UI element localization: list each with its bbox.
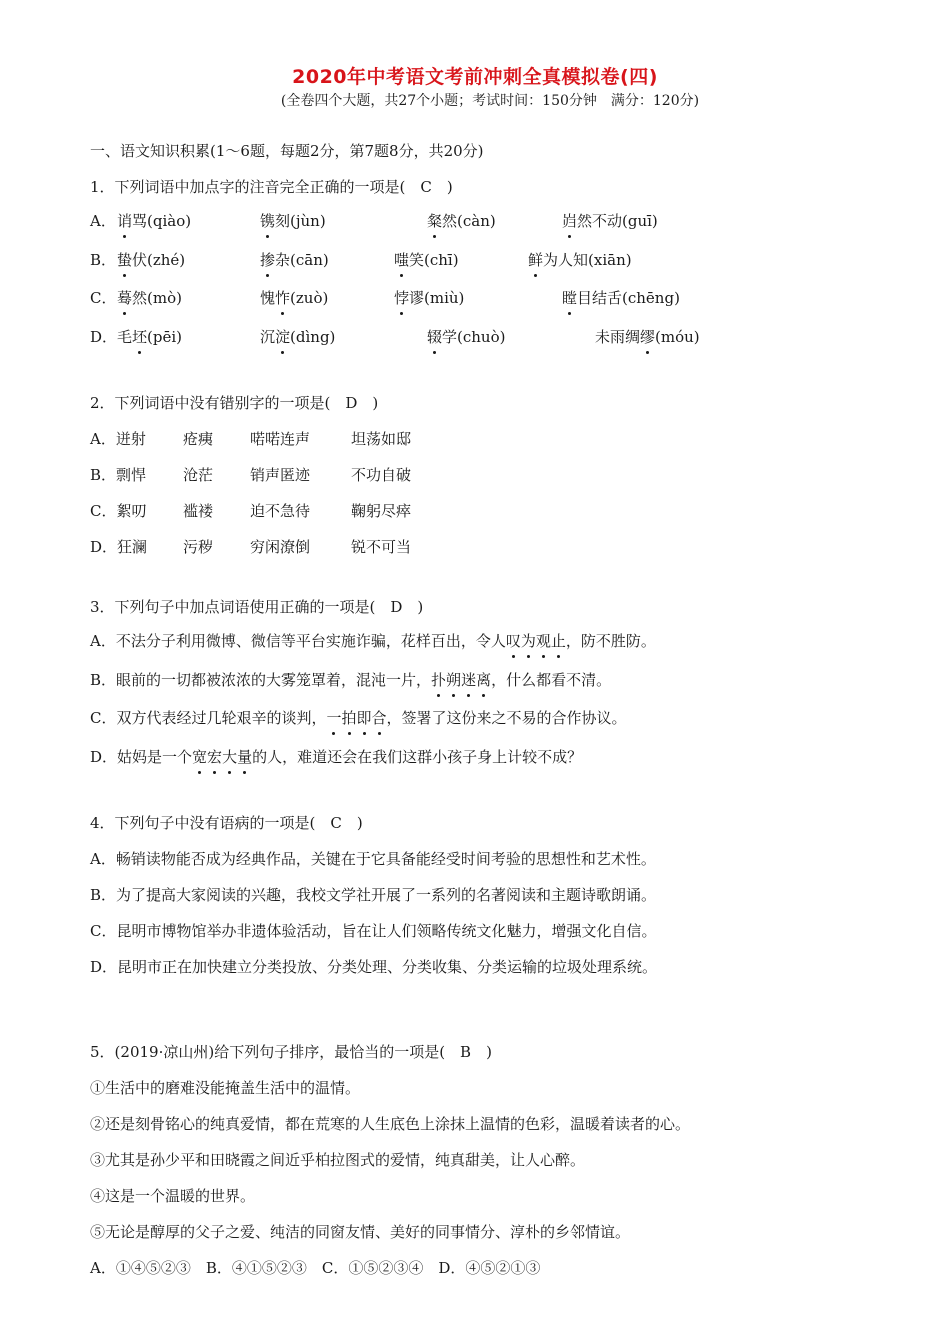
word: 毛坯(pēi) — [117, 328, 183, 346]
emphasized-char: 量 — [237, 748, 253, 766]
q2-stem: 2．下列词语中没有错别字的一项是( D ) — [90, 394, 379, 412]
option-label: A． — [90, 212, 116, 230]
word: 喏喏连声 — [250, 430, 311, 448]
word: C．絮叨 — [90, 502, 147, 520]
q3-option-d: D．姑妈是一个宽宏大量的人，难道还会在我们这群小孩子身上计较不成？ — [90, 748, 583, 766]
emphasized-char: 为 — [520, 632, 536, 650]
emphasized-char: 朔 — [446, 671, 462, 689]
q4-option-d: D．昆明市正在加快建立分类投放、分类处理、分类收集、分类运输的垃圾处理系统。 — [90, 958, 658, 976]
emphasized-char: 一 — [326, 709, 342, 727]
word: 沉淀(dìng) — [260, 328, 336, 346]
q5-sentence-4: ④这是一个温暖的世界。 — [90, 1187, 256, 1205]
section-heading: 一、语文知识积累(1～6题，每题2分，第7题8分，共20分) — [90, 142, 484, 160]
word: 掺杂(cān) — [260, 251, 329, 269]
word: 诮骂(qiào) — [117, 212, 192, 230]
word: 鞠躬尽瘁 — [351, 502, 412, 520]
word: 污秽 — [183, 538, 214, 556]
option-label: D． — [90, 328, 118, 346]
word: 迫不急待 — [250, 502, 311, 520]
word: 镌刻(jùn) — [260, 212, 326, 230]
emphasized-char: 止 — [550, 632, 566, 650]
word: 沧茫 — [183, 466, 214, 484]
word: B．剽悍 — [90, 466, 147, 484]
word: 不功自破 — [351, 466, 412, 484]
q5-options: A．①④⑤②③ B．④①⑤②③ C．①⑤②③④ D．④⑤②①③ — [90, 1259, 541, 1277]
page-subtitle: (全卷四个大题，共27个小题；考试时间：150分钟 满分：120分) — [280, 93, 700, 109]
emphasized-char: 离 — [476, 671, 492, 689]
option-label: C． — [90, 289, 117, 307]
emphasized-char: 大 — [222, 748, 238, 766]
page-title: 2020年中考语文考前冲刺全真模拟卷(四) — [292, 66, 658, 88]
q5-sentence-2: ②还是刻骨铭心的纯真爱情，都在荒寒的人生底色上涂抹上温情的色彩，温暖着读者的心。 — [90, 1115, 691, 1133]
emphasized-char: 即 — [356, 709, 372, 727]
word: A．迸射 — [90, 430, 146, 448]
emphasized-char: 拍 — [341, 709, 357, 727]
option-label: B． — [90, 251, 117, 269]
q5-stem: 5．(2019·凉山州)给下列句子排序，最恰当的一项是( B ) — [90, 1043, 492, 1061]
word: 销声匿迹 — [250, 466, 311, 484]
q4-stem: 4．下列句子中没有语病的一项是( C ) — [90, 814, 363, 832]
q5-sentence-1: ①生活中的磨难没能掩盖生活中的温情。 — [90, 1079, 361, 1097]
word: D．狂澜 — [90, 538, 148, 556]
q5-sentence-3: ③尤其是孙少平和田晓霞之间近乎柏拉图式的爱情，纯真甜美，让人心醉。 — [90, 1151, 586, 1169]
q1-stem: 1．下列词语中加点字的注音完全正确的一项是( C ) — [90, 178, 453, 196]
word: 嗤笑(chī) — [394, 251, 459, 269]
word: 疮痍 — [183, 430, 214, 448]
word: 悖谬(miù) — [394, 289, 465, 307]
word: 褴褛 — [183, 502, 214, 520]
emphasized-char: 宏 — [207, 748, 223, 766]
q3-option-b: B．眼前的一切都被浓浓的大雾笼罩着，混沌一片，扑朔迷离，什么都看不清。 — [90, 671, 612, 689]
word: 锐不可当 — [351, 538, 412, 556]
word: 瞠目结舌(chēng) — [562, 289, 680, 307]
q3-stem: 3．下列句子中加点词语使用正确的一项是( D ) — [90, 598, 424, 616]
word: 穷闲潦倒 — [250, 538, 311, 556]
word: 蓦然(mò) — [117, 289, 182, 307]
q4-option-c: C．昆明市博物馆举办非遗体验活动，旨在让人们领略传统文化魅力，增强文化自信。 — [90, 922, 657, 940]
emphasized-char: 观 — [535, 632, 551, 650]
word: 粲然(càn) — [427, 212, 496, 230]
q4-option-b: B．为了提高大家阅读的兴趣，我校文学社开展了一系列的名著阅读和主题诗歌朗诵。 — [90, 886, 657, 904]
emphasized-char: 合 — [371, 709, 387, 727]
emphasized-char: 扑 — [431, 671, 447, 689]
q5-sentence-5: ⑤无论是醇厚的父子之爱、纯洁的同窗友情、美好的同事情分、淳朴的乡邻情谊。 — [90, 1223, 631, 1241]
word: 未雨绸缪(móu) — [595, 328, 700, 346]
q3-option-a: A．不法分子利用微博、微信等平台实施诈骗，花样百出，令人叹为观止，防不胜防。 — [90, 632, 656, 650]
word: 鲜为人知(xiān) — [528, 251, 632, 269]
emphasized-char: 叹 — [505, 632, 521, 650]
word: 愧怍(zuò) — [260, 289, 329, 307]
q4-option-a: A．畅销读物能否成为经典作品，关键在于它具备能经受时间考验的思想性和艺术性。 — [90, 850, 656, 868]
word: 辍学(chuò) — [427, 328, 506, 346]
emphasized-char: 宽 — [192, 748, 208, 766]
q3-option-c: C．双方代表经过几轮艰辛的谈判，一拍即合，签署了这份来之不易的合作协议。 — [90, 709, 627, 727]
emphasized-char: 迷 — [461, 671, 477, 689]
word: 蛰伏(zhé) — [117, 251, 186, 269]
word: 坦荡如邸 — [351, 430, 412, 448]
word: 岿然不动(guī) — [562, 212, 658, 230]
